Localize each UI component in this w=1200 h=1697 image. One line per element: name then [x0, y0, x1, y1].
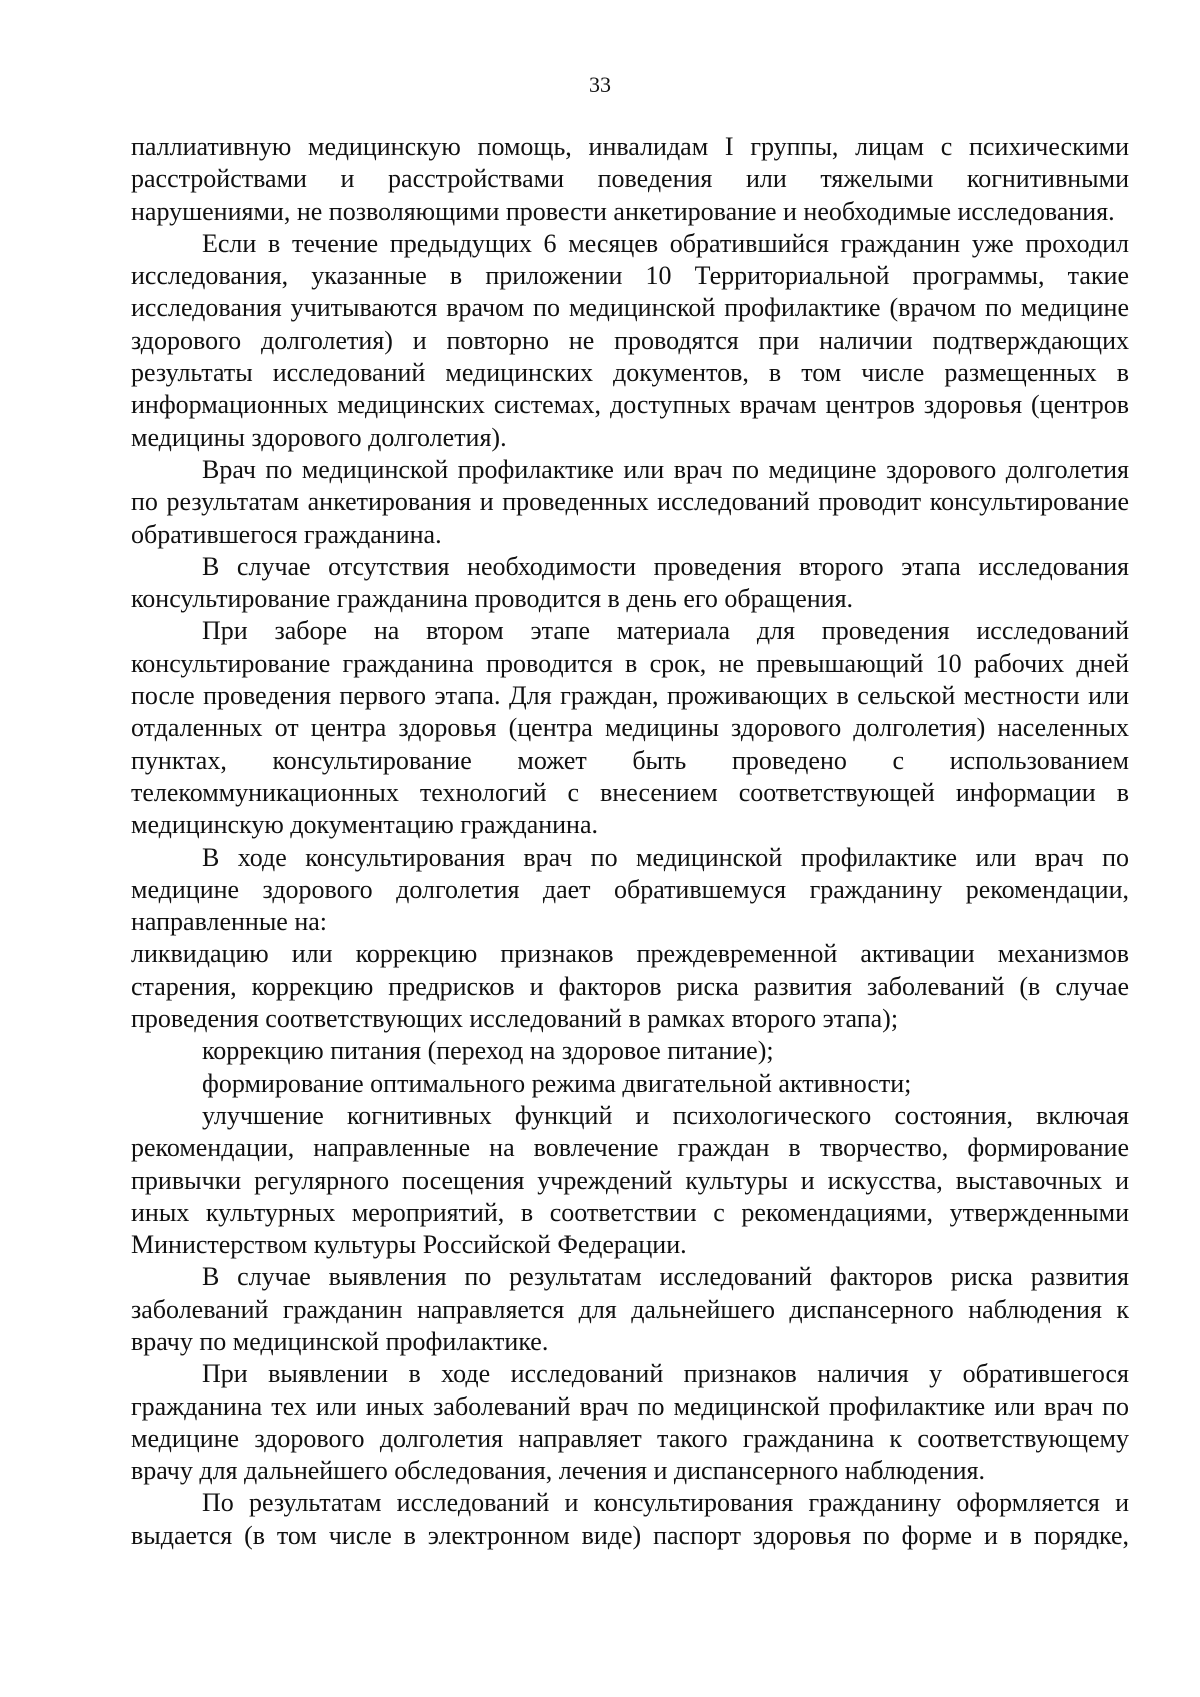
page-number: 33 — [589, 72, 611, 97]
paragraph-risk-factors: В случае выявления по результатам исследований факторов риска развития заболеваний гражданин направляется для дальнейшего диспансерного наблюдения к врачу по медицинской профилактике. — [131, 1262, 1129, 1356]
document-body — [131, 131, 1129, 1552]
list-item-nutrition: коррекцию питания (переход на здоровое питание); — [202, 1036, 774, 1066]
paragraph-disease-referral: При выявлении в ходе исследований признаков наличия у обратившегося гражданина тех или иных заболеваний врач по медицинской профилактике или врач по медицине здорового долголетия направляет такого гражданина к соответствующему врачу для дальнейшего обследования, лечения и диспансерного наблюдения. — [131, 1359, 1129, 1486]
paragraph-recommendations-intro: В ходе консультирования врач по медицинской профилактике или врач по медицине здорового долголетия дает обратившемуся гражданину рекомендации, направленные на: — [131, 842, 1129, 937]
list-item-cognitive-functions: улучшение когнитивных функций и психологического состояния, включая рекомендации, направленные на вовлечение граждан в творчество, формирование привычки регулярного посещения учреждений культуры и искусства, выставочных и иных культурных мероприятий, в соответствии с рекомендациями, утвержденными Министерством культуры Российской Федерации. — [131, 1100, 1129, 1260]
paragraph-consultation: Врач по медицинской профилактике или врач по медицине здорового долголетия по результатам анкетирования и проведенных исследований проводит консультирование обратившегося гражданина. — [131, 454, 1129, 549]
list-item-aging-correction: ликвидацию или коррекцию признаков преждевременной активации механизмов старения, коррекцию предрисков и факторов риска развития заболеваний (в случае проведения соответствующих исследований в рамках второго этапа); — [131, 939, 1129, 1034]
paragraph-previous-studies: Если в течение предыдущих 6 месяцев обратившийся гражданин уже проходил исследования, указанные в приложении 10 Территориальной программы, такие исследования учитываются врачом по медицинской профилактике (врачом по медицине здорового долголетия) и повторно не проводятся при наличии подтверждающих результаты исследований медицинских документов, в том числе размещенных в информационных медицинских системах, доступных врачам центров здоровья (центров медицины здорового долголетия). — [131, 228, 1129, 452]
paragraph-second-stage: При заборе на втором этапе материала для проведения исследований консультирование гражданина проводится в срок, не превышающий 10 рабочих дней после проведения первого этапа. Для граждан, проживающих в сельской местности или отдаленных от центра здоровья (центра медицины здорового долголетия) населенных пунктах, консультирование может быть проведено с использованием телекоммуникационных технологий с внесением соответствующей информации в медицинскую документацию гражданина. — [131, 616, 1129, 840]
paragraph-continuation: паллиативную медицинскую помощь, инвалидам I группы, лицам с психическими расстройствами и расстройствами поведения или тяжелыми когнитивными нарушениями, не позволяющими провести анкетирование и необходимые исследования. — [131, 132, 1129, 226]
list-item-physical-activity: формирование оптимального режима двигательной активности; — [202, 1068, 912, 1098]
paragraph-health-passport: По результатам исследований и консультирования гражданину оформляется и выдается (в том числе в электронном виде) паспорт здоровья по форме и в порядке, — [131, 1488, 1129, 1550]
paragraph-same-day-consultation: В случае отсутствия необходимости проведения второго этапа исследования консультирование гражданина проводится в день его обращения. — [131, 551, 1129, 614]
